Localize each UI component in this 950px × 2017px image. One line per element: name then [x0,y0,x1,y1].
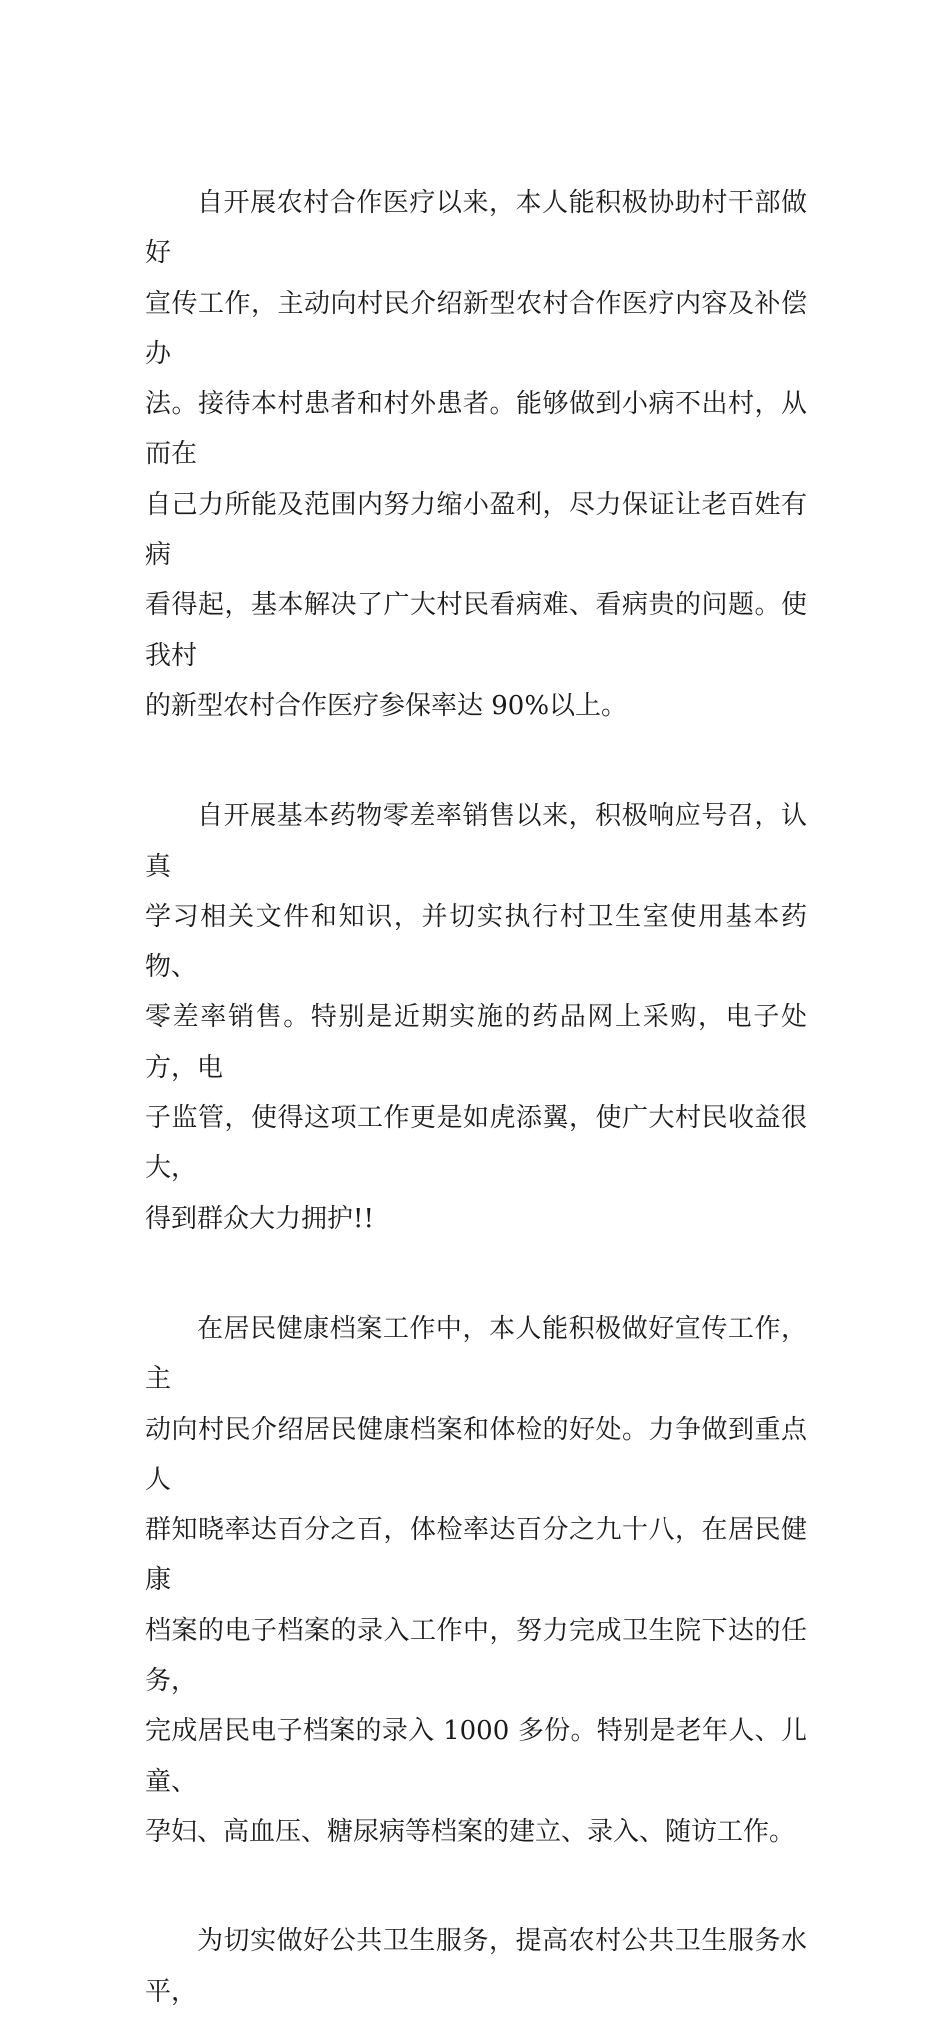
document-body [145,178,807,2017]
paragraph-cooperative-medical: 自开展农村合作医疗以来，本人能积极协助村干部做好 宣传工作，主动向村民介绍新型农村合作医疗内容及补偿办 法。接待本村患者和村外患者。能够做到小病不出村，从而在 自己力所能及范围内努力缩小盈利，尽力保证让老百姓有病 看得起，基本解决了广大村民看病难、看病贵的问题。使我村 的新型农村合作医疗参保率达 90%以上。 [145,188,807,721]
paragraph-health-records: 在居民健康档案工作中，本人能积极做好宣传工作，主 动向村民介绍居民健康档案和体检的好处。力争做到重点人 群知晓率达百分之百，体检率达百分之九十八，在居民健康 档案的电子档案的录入工作中，努力完成卫生院下达的任务， 完成居民电子档案的录入 1000 多份。特别是老年人、儿童、 孕妇、高血压、糖尿病等档案的建立、录入、随访工作。 [145,1313,807,1847]
paragraph-public-health: 为切实做好公共卫生服务，提高农村公共卫生服务水平， [145,1926,807,2007]
paragraph-essential-drugs: 自开展基本药物零差率销售以来，积极响应号召，认真 学习相关文件和知识，并切实执行村卫生室使用基本药物、 零差率销售。特别是近期实施的药品网上采购，电子处方，电 子监管，使得这项工作更是如虎添翼，使广大村民收益很大， 得到群众大力拥护!! [145,801,807,1234]
